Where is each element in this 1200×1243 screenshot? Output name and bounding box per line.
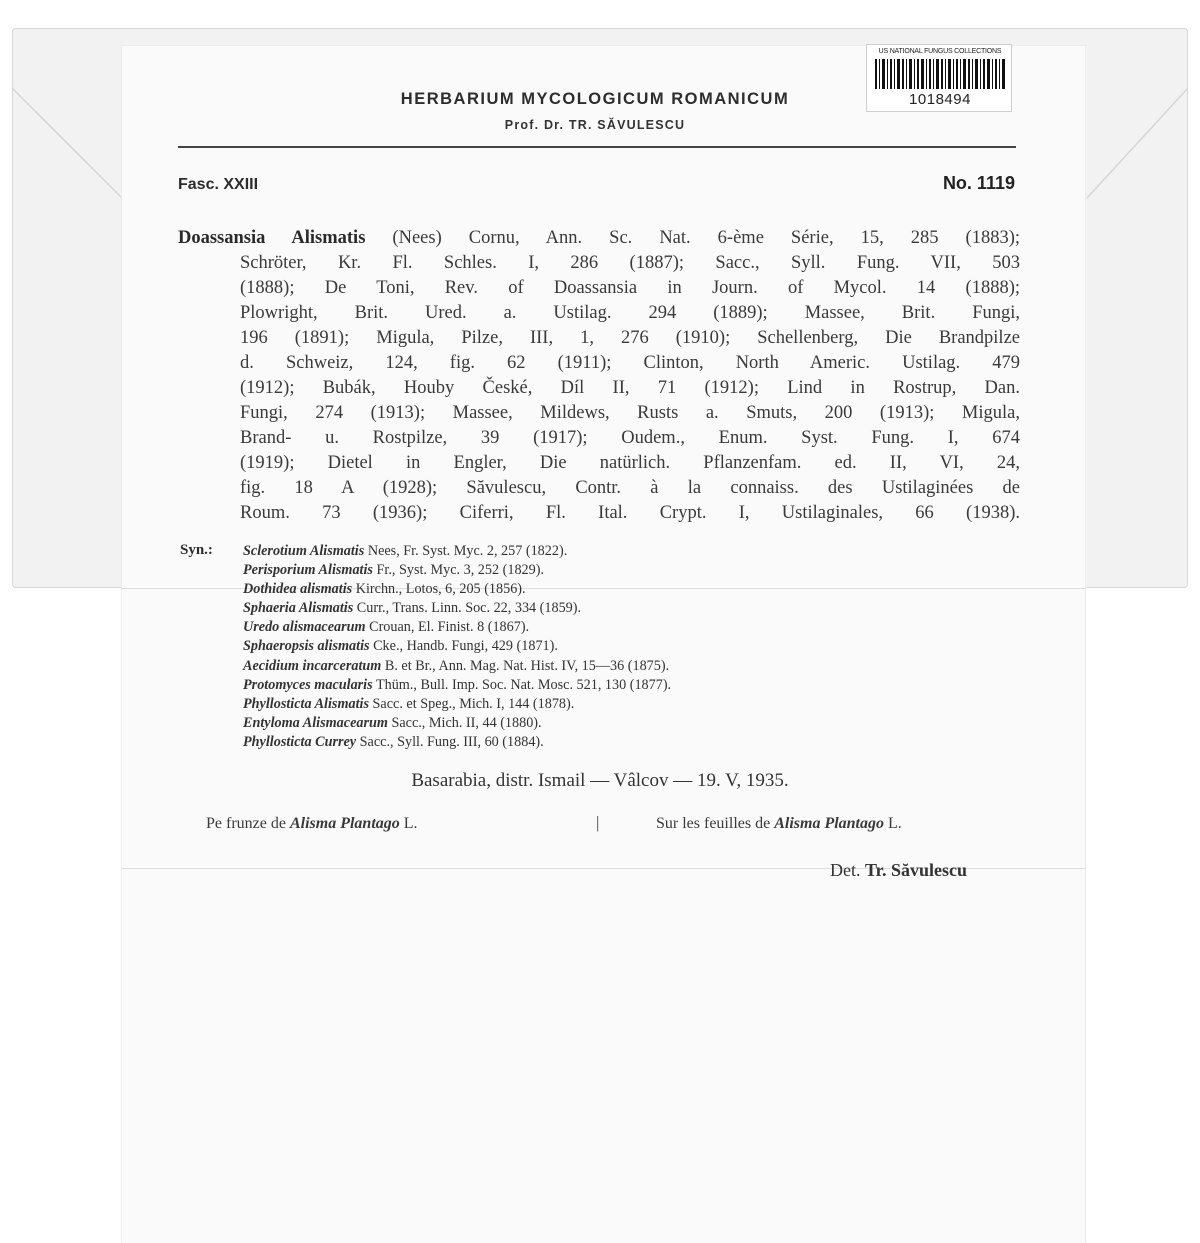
- barcode-number: 1018494: [909, 91, 971, 108]
- synonym-item: Uredo alismacearum Crouan, El. Finist. 8 (1867).: [243, 619, 530, 636]
- barcode-caption: US NATIONAL FUNGUS COLLECTIONS: [878, 48, 1002, 55]
- host-romanian: Pe frunze de Alisma Plantago L.: [206, 815, 418, 832]
- determiner-name: Tr. Săvulescu: [865, 860, 968, 880]
- reference-line: (1888); De Toni, Rev. of Doassansia in Journ. of Mycol. 14 (1888);: [240, 278, 1020, 298]
- host-french: Sur les feuilles de Alisma Plantago L.: [656, 815, 902, 832]
- header-divider: [178, 146, 1016, 148]
- synonym-item: Phyllosticta Currey Sacc., Syll. Fung. III, 60 (1884).: [243, 733, 544, 750]
- determiner: Det. Tr. Săvulescu: [830, 860, 968, 880]
- synonym-item: Dothidea alismatis Kirchn., Lotos, 6, 205 (1856).: [243, 581, 526, 598]
- synonym-item: Perisporium Alismatis Fr., Syst. Myc. 3, 252 (1829).: [243, 562, 544, 579]
- host-separator: |: [596, 813, 600, 832]
- reference-line: (1912); Bubák, Houby České, Díl II, 71 (1912); Lind in Rostrup, Dan.: [240, 378, 1020, 398]
- barcode-icon: [875, 59, 1005, 89]
- herbarium-subtitle: Prof. Dr. TR. SĂVULESCU: [504, 118, 686, 132]
- synonym-item: Sphaeria Alismatis Curr., Trans. Linn. Soc. 22, 334 (1859).: [243, 600, 582, 617]
- reference-line: Brand- u. Rostpilze, 39 (1917); Oudem., Enum. Syst. Fung. I, 674: [240, 428, 1020, 448]
- reference-line: Plowright, Brit. Ured. a. Ustilag. 294 (1889); Massee, Brit. Fungi,: [240, 303, 1020, 323]
- main-reference: [178, 226, 1020, 526]
- synonym-item: Aecidium incarceratum B. et Br., Ann. Mag. Nat. Hist. IV, 15—36 (1875).: [243, 657, 670, 674]
- reference-line: d. Schweiz, 124, fig. 62 (1911); Clinton, North Americ. Ustilag. 479: [240, 353, 1020, 373]
- reference-line: Schröter, Kr. Fl. Schles. I, 286 (1887); Sacc., Syll. Fung. VII, 503: [240, 253, 1020, 273]
- host-plant-name: Alisma Plantago: [289, 815, 400, 832]
- synonyms-list: [243, 542, 671, 752]
- synonyms-label: Syn.:: [180, 542, 213, 558]
- herbarium-title: HERBARIUM MYCOLOGICUM ROMANICUM: [400, 90, 790, 108]
- reference-line: (1919); Dietel in Engler, Die natürlich. Pflanzenfam. ed. II, VI, 24,: [240, 453, 1020, 473]
- fascicle: Fasc. XXIII: [178, 176, 259, 193]
- reference-line: Roum. 73 (1936); Ciferri, Fl. Ital. Crypt. I, Ustilaginales, 66 (1938).: [240, 503, 1020, 523]
- synonym-item: Protomyces macularis Thüm., Bull. Imp. Soc. Nat. Mosc. 521, 130 (1877).: [243, 676, 672, 693]
- reference-line: Fungi, 274 (1913); Massee, Mildews, Rusts a. Smuts, 200 (1913); Migula,: [240, 403, 1020, 423]
- synonym-item: Phyllosticta Alismatis Sacc. et Speg., Mich. I, 144 (1878).: [243, 695, 575, 712]
- reference-line: Doassansia Alismatis (Nees) Cornu, Ann. Sc. Nat. 6-ème Série, 15, 285 (1883);: [178, 228, 1020, 248]
- collection-locality: Basarabia, distr. Ismail — Vâlcov — 19. V, 1935.: [411, 770, 789, 791]
- reference-line: fig. 18 A (1928); Săvulescu, Contr. à la connaiss. des Ustilaginées de: [240, 478, 1020, 498]
- reference-line: 196 (1891); Migula, Pilze, III, 1, 276 (1910); Schellenberg, Die Brandpilze: [240, 328, 1020, 348]
- specimen-number: No. 1119: [942, 173, 1015, 193]
- synonym-item: Entyloma Alismacearum Sacc., Mich. II, 44 (1880).: [243, 714, 542, 731]
- species-name: Doassansia Alismatis: [178, 228, 366, 248]
- synonym-item: Sphaeropsis alismatis Cke., Handb. Fungi, 429 (1871).: [243, 638, 558, 655]
- host-plant-name: Alisma Plantago: [774, 815, 884, 832]
- synonym-item: Sclerotium Alismatis Nees, Fr. Syst. Myc. 2, 257 (1822).: [243, 543, 568, 559]
